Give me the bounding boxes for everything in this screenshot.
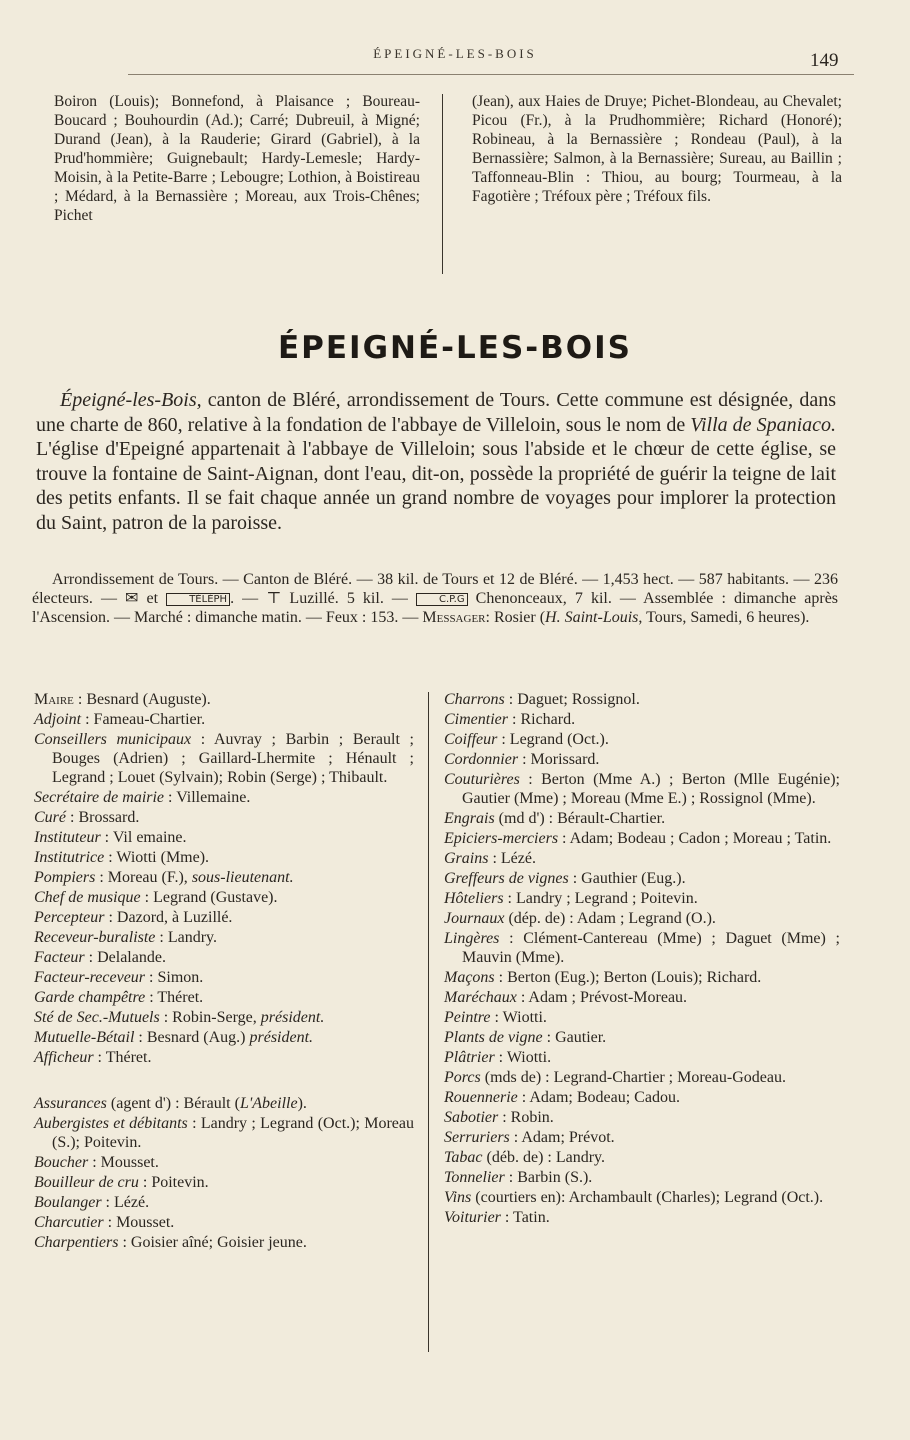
entry-names: : Auvray ; Barbin ; Berault ; Bouges (Adrien) ; Gaillard-Lhermite ; Hénault ; Legrand ; Louet (Sylvain); Robin (Serge) ; Thibault.	[52, 731, 414, 786]
entry-suffix: ).	[297, 1095, 307, 1112]
directory-entry	[34, 1173, 414, 1192]
entry-profession: Assurances	[34, 1095, 107, 1112]
entry-names: : Théret.	[145, 989, 204, 1006]
directory-entry	[34, 968, 414, 987]
running-head: ÉPEIGNÉ-LES-BOIS	[373, 46, 537, 61]
entry-names: : Tatin.	[500, 1209, 550, 1226]
directory-entry	[444, 710, 840, 729]
messager-label: Messager	[422, 609, 486, 626]
stats-text-5: : Rosier (	[485, 609, 546, 626]
entry-profession: Charpentiers	[34, 1234, 119, 1251]
entry-role: sous-lieutenant.	[191, 869, 294, 886]
entry-profession: Tonnelier	[444, 1169, 505, 1186]
entry-profession: Aubergistes et débitants	[34, 1115, 188, 1132]
entry-role: président.	[260, 1009, 325, 1026]
entry-profession: Couturières	[444, 771, 520, 788]
intro-paragraph	[36, 388, 836, 535]
entry-profession: Afficheur	[34, 1049, 94, 1066]
entry-profession: Maréchaux	[444, 989, 517, 1006]
entry-profession: Rouennerie	[444, 1089, 518, 1106]
stats-text-4: Chenonceaux, 7 kil. — Assemblée : dimanche après l'Ascension. — Marché : dimanche matin. — Feux : 153. —	[32, 590, 839, 626]
directory-entry	[444, 1068, 840, 1087]
entry-profession: Bouilleur de cru	[34, 1174, 139, 1191]
entry-profession: Pompiers	[34, 869, 96, 886]
entry-profession: Vins	[444, 1189, 472, 1206]
entry-names: (mds de) : Legrand-Chartier ; Moreau-Godeau.	[480, 1069, 786, 1086]
officials-list	[34, 690, 414, 1067]
entry-names: : Wiotti (Mme).	[104, 849, 210, 866]
directory-entry	[444, 988, 840, 1007]
previous-section-right-column	[472, 92, 842, 206]
entry-names: : Goisier aîné; Goisier jeune.	[118, 1234, 307, 1251]
entry-profession: Charcutier	[34, 1214, 104, 1231]
entry-names: : Mousset.	[88, 1154, 159, 1171]
entry-names: : Robin-Serge,	[159, 1009, 261, 1026]
directory-entry	[444, 1148, 840, 1167]
entry-names: : Barbin (S.).	[504, 1169, 593, 1186]
entry-profession: Sté de Sec.-Mutuels	[34, 1009, 160, 1026]
trades-list-right	[444, 690, 840, 1227]
column-divider-bottom	[428, 692, 429, 1352]
entry-profession: Plâtrier	[444, 1049, 495, 1066]
directory-entry	[444, 849, 840, 868]
entry-role: président.	[249, 1029, 314, 1046]
entry-names: : Wiotti.	[494, 1049, 552, 1066]
directory-entry	[34, 1008, 414, 1027]
entry-profession: Cimentier	[444, 711, 508, 728]
entry-profession: Facteur-receveur	[34, 969, 146, 986]
entry-names: : Robin.	[498, 1109, 554, 1126]
entry-profession: Curé	[34, 809, 66, 826]
directory-entry	[444, 869, 840, 888]
directory-entry	[34, 1213, 414, 1232]
entry-names: : Vil emaine.	[100, 829, 187, 846]
entry-names: : Mousset.	[103, 1214, 175, 1231]
stats-text-3: Luzillé. 5 kil. —	[281, 590, 417, 607]
header-rule	[128, 74, 854, 75]
cpg-badge: C.P.G	[416, 593, 468, 606]
statistics-paragraph	[32, 570, 838, 627]
directory-entry	[444, 909, 840, 928]
entry-names: : Berton (Eug.); Berton (Louis); Richard.	[494, 969, 762, 986]
stats-hotel-name: H. Saint-Louis	[545, 609, 639, 626]
stats-and: et	[138, 590, 167, 607]
entry-names: : Poitevin.	[138, 1174, 209, 1191]
entry-names: : Brossard.	[66, 809, 140, 826]
directory-entry	[34, 1153, 414, 1172]
entry-profession: Boulanger	[34, 1194, 102, 1211]
directory-entry	[444, 1048, 840, 1067]
directory-entry	[444, 1088, 840, 1107]
directory-entry	[444, 1108, 840, 1127]
directory-entry	[34, 848, 414, 867]
telephone-badge: TÉLÉPH	[166, 593, 230, 606]
entry-profession: Maçons	[444, 969, 495, 986]
entry-profession: Maire	[34, 691, 74, 708]
stats-text-2: . —	[230, 590, 267, 607]
directory-entry	[444, 968, 840, 987]
entry-names: (md d') : Bérault-Chartier.	[494, 810, 666, 827]
entry-profession: Grains	[444, 850, 489, 867]
directory-entry	[444, 809, 840, 828]
directory-entry	[34, 868, 414, 887]
entry-profession: Epiciers-merciers	[444, 830, 559, 847]
entry-profession: Greffeurs de vignes	[444, 870, 569, 887]
entry-profession: Hôteliers	[444, 890, 504, 907]
mail-icon: ✉	[125, 590, 139, 607]
entry-names: : Landry.	[155, 929, 218, 946]
previous-section-right-text: (Jean), aux Haies de Druye; Pichet-Blondeau, au Chevalet; Picou (Fr.), à la Prudhommière; Richard (Honoré); Robineau, à la Bernassière ; Rondeau (Paul), à la Bernassière; Salmon, à la Bernassière; Sureau, au Baillin ; Taffonneau-Blin : Thiou, au bourg; Tourmeau, à la Fagotière ; Tréfoux père ; Tréfoux fils.	[472, 93, 842, 205]
entry-profession: Percepteur	[34, 909, 105, 926]
directory-entry	[444, 1028, 840, 1047]
directory-entry	[444, 1208, 840, 1227]
railway-station-icon: ⊤	[266, 590, 282, 607]
directory-entry	[34, 928, 414, 947]
entry-profession: Secrétaire de mairie	[34, 789, 165, 806]
directory-entry	[444, 829, 840, 848]
entry-profession: Adjoint	[34, 711, 82, 728]
entry-names: : Wiotti.	[490, 1009, 547, 1026]
entry-names: : Adam ; Prévost-Moreau.	[516, 989, 688, 1006]
directory-entry	[444, 690, 840, 709]
entry-profession: Coiffeur	[444, 731, 498, 748]
directory-entry	[444, 1168, 840, 1187]
entry-profession: Chef de musique	[34, 889, 141, 906]
directory-entry	[34, 1233, 414, 1252]
stats-text-1: Arrondissement de Tours. — Canton de Bléré. — 38 kil. de Tours et 12 de Bléré. — 1,453 hect. — 587 habitants. — 236 électeurs. —	[32, 571, 838, 607]
entry-profession: Tabac	[444, 1149, 483, 1166]
entry-names: : Landry ; Legrand ; Poitevin.	[503, 890, 698, 907]
directory-entry	[34, 690, 414, 709]
directory-entry	[444, 1008, 840, 1027]
entry-profession: Conseillers municipaux	[34, 731, 192, 748]
directory-entry	[34, 710, 414, 729]
directory-entry	[34, 988, 414, 1007]
entry-names: (déb. de) : Landry.	[482, 1149, 605, 1166]
page-number: 149	[810, 50, 839, 71]
entry-profession: Institutrice	[34, 849, 105, 866]
entry-names: : Landry ; Legrand (Oct.); Moreau (S.); Poitevin.	[52, 1115, 414, 1151]
entry-profession: Boucher	[34, 1154, 89, 1171]
entry-profession: Sabotier	[444, 1109, 499, 1126]
directory-entry	[34, 908, 414, 927]
entry-profession: Cordonnier	[444, 751, 519, 768]
entry-names: (courtiers en): Archambault (Charles); Legrand (Oct.).	[471, 1189, 824, 1206]
entry-names: : Adam; Bodeau ; Cadon ; Moreau ; Tatin.	[558, 830, 832, 847]
directory-entry	[444, 730, 840, 749]
group-spacer	[34, 1068, 414, 1094]
entry-profession: Serruriers	[444, 1129, 510, 1146]
directory-entry	[34, 730, 414, 787]
intro-text-1: canton de Bléré, arrondissement de Tours. Cette commune est désignée, dans une charte de 860, relative à la fondation de l'abbaye de Villeloin, sous le nom de	[36, 389, 836, 436]
entry-profession: Peintre	[444, 1009, 491, 1026]
entry-names: : Daguet; Rossignol.	[504, 691, 640, 708]
entry-names: : Théret.	[93, 1049, 152, 1066]
entry-names: : Villemaine.	[164, 789, 251, 806]
stats-text-6: , Tours, Samedi, 6 heures).	[638, 609, 810, 626]
entry-profession: Garde champêtre	[34, 989, 146, 1006]
directory-entry	[444, 770, 840, 808]
directory-entry	[444, 1128, 840, 1147]
directory-entry	[444, 750, 840, 769]
directory-left-column	[34, 690, 414, 1253]
directory-entry	[34, 828, 414, 847]
entry-names: : Legrand (Gustave).	[140, 889, 278, 906]
entry-names: (agent d') : Bérault (	[106, 1095, 240, 1112]
directory-entry	[34, 1094, 414, 1113]
entry-names: : Gautier.	[542, 1029, 607, 1046]
trades-list-left	[34, 1094, 414, 1252]
entry-names: : Moreau (F.),	[95, 869, 192, 886]
entry-profession: Journaux	[444, 910, 505, 927]
entry-names: : Clément-Cantereau (Mme) ; Daguet (Mme) ; Mauvin (Mme).	[462, 930, 840, 966]
entry-profession: Mutuelle-Bétail	[34, 1029, 135, 1046]
previous-section-left-column	[54, 92, 420, 225]
entry-profession: Plants de vigne	[444, 1029, 543, 1046]
entry-profession: Receveur-buraliste	[34, 929, 156, 946]
entry-names: : Gauthier (Eug.).	[568, 870, 686, 887]
entry-names: : Richard.	[508, 711, 576, 728]
entry-role: L'Abeille	[239, 1095, 298, 1112]
intro-villa-name: Villa de Spaniaco.	[690, 413, 837, 436]
entry-names: : Legrand (Oct.).	[497, 731, 609, 748]
directory-entry	[34, 808, 414, 827]
entry-names: : Morissard.	[518, 751, 600, 768]
entry-profession: Voiturier	[444, 1209, 501, 1226]
directory-entry	[34, 1048, 414, 1067]
entry-names: : Lézé.	[101, 1194, 150, 1211]
entry-names: : Adam; Bodeau; Cadou.	[517, 1089, 680, 1106]
entry-profession: Porcs	[444, 1069, 481, 1086]
previous-section-left-text: Boiron (Louis); Bonnefond, à Plaisance ; Boureau-Boucard ; Bouhourdin (Ad.); Carré; Dubreuil, à Migné; Durand (Jean), à la Rauderie; Girard (Gabriel), à la Prud'hommière; Guignebault; Hardy-Lemesle; Hardy-Moisin, à la Petite-Barre ; Lebougre; Lothion, à Boistireau ; Médard, à la Bernassière ; Moreau, aux Trois-Chênes; Pichet	[54, 93, 420, 224]
directory-entry	[34, 788, 414, 807]
entry-profession: Lingères	[444, 930, 500, 947]
section-title: ÉPEIGNÉ-LES-BOIS	[277, 330, 632, 366]
entry-profession: Instituteur	[34, 829, 101, 846]
directory-entry	[444, 889, 840, 908]
directory-entry	[444, 1188, 840, 1207]
entry-names: : Dazord, à Luzillé.	[104, 909, 233, 926]
entry-names: : Fameau-Chartier.	[81, 711, 206, 728]
directory-entry	[34, 1193, 414, 1212]
directory-entry	[444, 929, 840, 967]
entry-names: : Simon.	[145, 969, 204, 986]
intro-commune-name: Épeigné-les-Bois,	[60, 389, 202, 411]
entry-profession: Engrais	[444, 810, 495, 827]
entry-names: : Besnard (Auguste).	[73, 691, 211, 708]
intro-text-2: L'église d'Epeigné appartenait à l'abbaye de Villeloin; sous l'abside et le chœur de cette église, se trouve la fontaine de Saint-Aignan, dont l'eau, dit-on, possède la propriété de guérir la teigne de lait des petits enfants. Il se fait chaque année un grand nombre de voyages pour implorer la protection du Saint, patron de la paroisse.	[36, 438, 836, 534]
directory-entry	[34, 1028, 414, 1047]
directory-entry	[34, 1114, 414, 1152]
entry-names: : Lézé.	[488, 850, 536, 867]
entry-names: : Berton (Mme A.) ; Berton (Mlle Eugénie); Gautier (Mme) ; Moreau (Mme E.) ; Rossignol (Mme).	[462, 771, 840, 807]
entry-names: : Delalande.	[84, 949, 166, 966]
entry-profession: Charrons	[444, 691, 505, 708]
column-divider-top	[442, 94, 443, 274]
entry-names: (dép. de) : Adam ; Legrand (O.).	[504, 910, 716, 927]
directory-right-column	[444, 690, 840, 1228]
entry-names: : Besnard (Aug.)	[134, 1029, 250, 1046]
entry-profession: Facteur	[34, 949, 85, 966]
directory-entry	[34, 888, 414, 907]
entry-names: : Adam; Prévot.	[509, 1129, 615, 1146]
directory-entry	[34, 948, 414, 967]
